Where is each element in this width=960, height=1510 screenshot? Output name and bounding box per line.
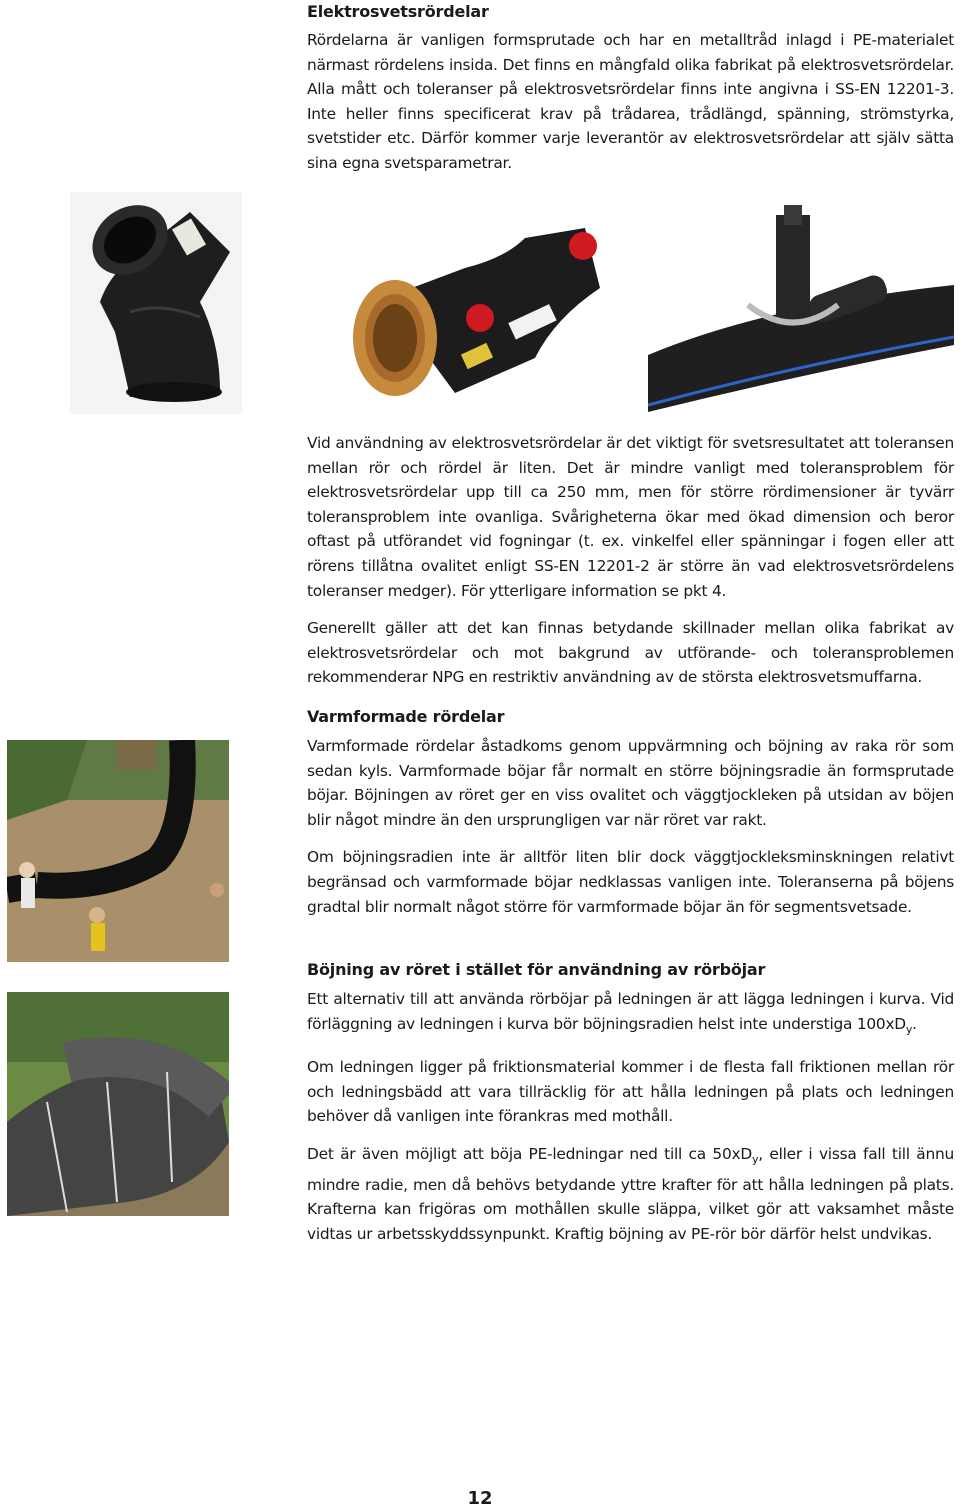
tapping-tee-photo [648,205,954,412]
paragraph-tolerances: Vid användning av elektrosvetsrördelar är det viktigt för svetsresultatet att toleransen mellan rör och rördel är liten. Det är mindre vanligt med toleransproblem för elektrosvetsrördelar upp till ca 250 mm, men för större rördimensioner är tyvärr toleransproblem inte ovanliga. Svårigheterna ökar med ökad dimension och beror oftast på utförandet vid fogningar (t. ex. vinkelfel eller spänningar i fogen eller att rörens tillåtna ovalitet enligt SS-EN 12201-2 är större än vad elektrosvetsrördelens toleranser medger). För ytterligare information se pkt 4. [307,434,954,600]
paragraph-recommendation: Generellt gäller att det kan finnas betydande skillnader mellan olika fabrikat av elektrosvetsrördelar och mot bakgrund av utförande- och toleransproblemen rekommenderar NPG en restriktiv användning av de största elektrosvetsmuffarna. [307,619,954,687]
heading-varmformade-rordelar: Varmformade rördelar [307,707,505,726]
electrofusion-elbow-photo [70,192,242,414]
paragraph-wall-thickness: Om böjningsradien inte är alltför liten blir dock väggtjockleksminskningen relativt begränsad och varmformade böjar nedklassas vanligen inte. Toleranserna på böjens gradtal blir normalt något större för varmformade böjar än för segmentsvetsade. [307,848,954,916]
heading-elektrosvetsrordelar: Elektrosvetsrördelar [307,2,489,21]
bent-pipe-photo [7,992,229,1216]
pipe-trench-photo [7,740,229,962]
heading-bojning-av-roret: Böjning av röret i stället för användning av rörböjar [307,960,766,979]
paragraph-bending-radius: Ett alternativ till att använda rörböjar på ledningen är att lägga ledningen i kurva. Vid förläggning av ledningen i kurva bör böjningsradien helst inte understiga $100xD_y$. [307,990,954,1036]
page-number: 12 [467,1488,493,1509]
paragraph-intro: Rördelarna är vanligen formsprutade och har en metalltråd inlagd i PE-materialet närmast rördelens insida. Det finns en mångfald olika fabrikat på elektrosvetsrördelar. Alla mått och toleranser på elektrosvetsrördelar finns inte angivna i SS-EN 12201-3. Inte heller finns specificerat krav på trådarea, trådlängd, spänning, strömstyrka, svetstider etc. Därför kommer varje leverantör av elektrosvetsrördelar att själv sätta sina egna svetsparametrar. [307,31,954,172]
section-pipe-bending [307,958,954,1247]
section-electrofusion-tolerances [307,431,954,690]
threaded-elbow-photo [345,208,617,400]
paragraph-friction: Om ledningen ligger på friktionsmaterial kommer i de flesta fall friktionen mellan rör och ledningsbädd att vara tillräcklig för att hålla ledningen på plats och ledningen behöver då vanligen inte förankras med mothåll. [307,1058,954,1126]
paragraph-forces: Det är även möjligt att böja PE-ledningar ned till ca $50xD_y$, eller i vissa fall till ännu mindre radie, men då behövs betydande yttre krafter för att hålla ledningen på plats. Krafterna kan frigöras om mothållen skulle släppa, vilket gör att vaksamhet måste vidtas ur arbetsskyddssynpunkt. Kraftig böjning av PE-rör bör därför helst undvikas. [307,1145,954,1243]
paragraph-heat-formed: Varmformade rördelar åstadkoms genom uppvärmning och böjning av raka rör som sedan kyls. Varmformade böjar får normalt en större böjningsradie än formsprutade böjar. Böjningen av röret ger en viss ovalitet och väggtjockleken på utsidan av böjen blir något mindre än den ursprungligen var när röret var rakt. [307,737,954,829]
section-electrofusion [307,0,954,176]
section-heat-formed-fittings [307,705,954,919]
